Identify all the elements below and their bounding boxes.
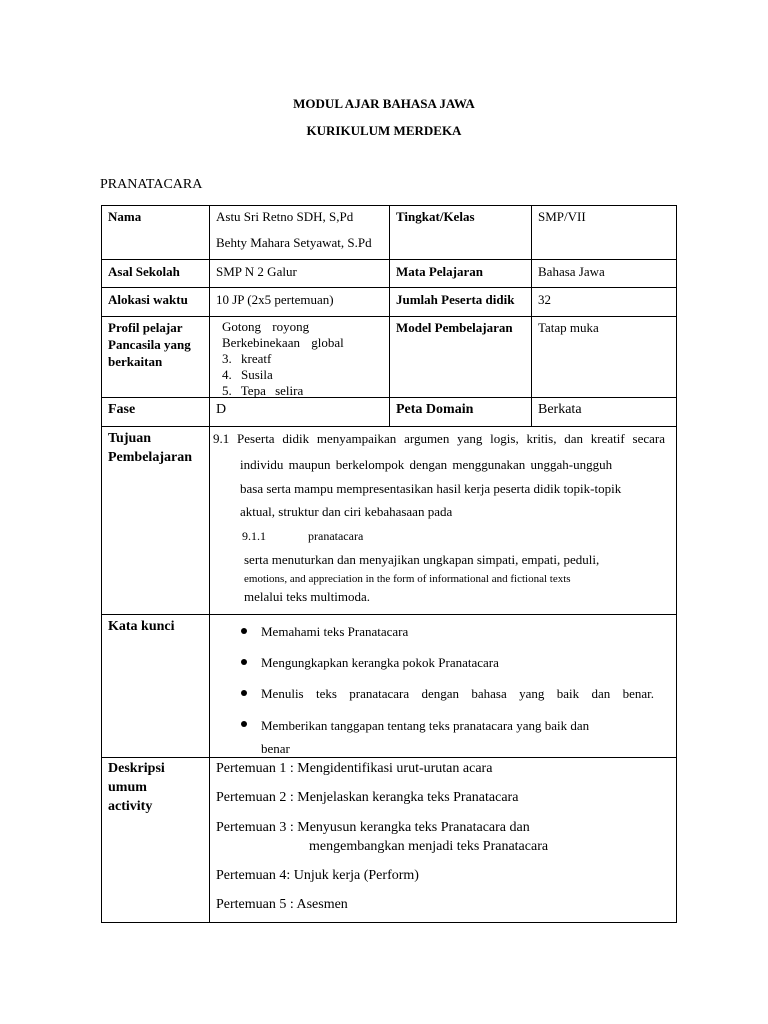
mapel-label: Mata Pelajaran — [396, 264, 484, 279]
tujuan-line: basa serta mampu mempresentasikan hasil kerja peserta didik topik-topik — [240, 481, 622, 496]
model-value: Tatap muka — [538, 320, 599, 335]
tujuan-line: melalui teks multimoda. — [244, 589, 371, 604]
document-title: MODUL AJAR BAHASA JAWA — [293, 96, 475, 111]
kata-kunci-item: Memahami teks Pranatacara — [261, 624, 409, 639]
pertemuan-4: Pertemuan 4: Unjuk kerja (Perform) — [216, 868, 419, 883]
kata-kunci-item: Menulis teks pranatacara dengan bahasa yang baik dan benar. — [261, 686, 654, 701]
pertemuan-3: Pertemuan 3 : Menyusun kerangka teks Pranatacara dan — [216, 820, 530, 835]
tingkat-value: SMP/VII — [538, 209, 586, 224]
bullet-icon — [241, 690, 247, 696]
section-heading: PRANATACARA — [100, 177, 203, 192]
asal-sekolah-value: SMP N 2 Galur — [216, 264, 297, 279]
bullet-icon — [241, 659, 247, 665]
deskripsi-label-line: Deskripsi — [108, 761, 165, 776]
profil-item: Gotong royong — [222, 319, 310, 334]
asal-sekolah-label: Asal Sekolah — [108, 264, 180, 279]
document-subtitle: KURIKULUM MERDEKA — [306, 123, 462, 138]
fase-value: D — [216, 402, 227, 417]
alokasi-value: 10 JP (2x5 pertemuan) — [216, 292, 334, 307]
peta-domain-value: Berkata — [538, 402, 582, 417]
profil-label-line: Pancasila yang — [108, 337, 191, 352]
pertemuan-1: Pertemuan 1 : Mengidentifikasi urut-urutan acara — [216, 761, 493, 776]
fase-label: Fase — [108, 402, 136, 417]
jumlah-label: Jumlah Peserta didik — [396, 292, 515, 307]
module-table — [101, 205, 677, 923]
deskripsi-label-line: umum — [108, 780, 147, 795]
kata-kunci-item: Mengungkapkan kerangka pokok Pranatacara — [261, 655, 499, 670]
column-divider — [531, 206, 532, 426]
tujuan-sub-number: 9.1.1 — [242, 529, 266, 543]
row-divider — [102, 426, 676, 427]
nama-label: Nama — [108, 209, 142, 224]
pertemuan-3-continuation: mengembangkan menjadi teks Pranatacara — [309, 839, 549, 854]
tujuan-sub-text: pranatacara — [308, 529, 364, 543]
mapel-value: Bahasa Jawa — [538, 264, 605, 279]
kata-kunci-label: Kata kunci — [108, 619, 175, 634]
kata-kunci-item-continuation: benar — [261, 741, 290, 756]
nama-value-2: Behty Mahara Setyawat, S.Pd — [216, 235, 372, 250]
column-divider — [389, 206, 390, 426]
tujuan-line: serta menuturkan dan menyajikan ungkapan simpati, empati, peduli, — [244, 552, 600, 567]
alokasi-label: Alokasi waktu — [108, 292, 188, 307]
row-divider — [102, 757, 676, 758]
row-divider — [102, 614, 676, 615]
jumlah-value: 32 — [538, 292, 551, 307]
deskripsi-label-line: activity — [108, 799, 153, 814]
bullet-icon — [241, 628, 247, 634]
kata-kunci-item: Memberikan tanggapan tentang teks pranatacara yang baik dan — [261, 718, 590, 733]
profil-item: 3. kreatf — [222, 351, 272, 366]
profil-label-line: Profil pelajar — [108, 320, 183, 335]
tujuan-line: 9.1 Peserta didik menyampaikan argumen yang logis, kritis, dan kreatif secara — [213, 431, 665, 446]
profil-item: 4. Susila — [222, 367, 273, 382]
profil-item: Berkebinekaan global — [222, 335, 344, 350]
pertemuan-2: Pertemuan 2 : Menjelaskan kerangka teks Pranatacara — [216, 790, 519, 805]
bullet-icon — [241, 721, 247, 727]
pertemuan-5: Pertemuan 5 : Asesmen — [216, 897, 348, 912]
tujuan-label-line: Pembelajaran — [108, 450, 192, 465]
peta-domain-label: Peta Domain — [396, 402, 474, 417]
profil-label-line: berkaitan — [108, 354, 163, 369]
tujuan-line: emotions, and appreciation in the form of informational and fictional texts — [244, 573, 571, 585]
tujuan-line: aktual, struktur dan ciri kebahasaan pada — [240, 504, 453, 519]
model-label: Model Pembelajaran — [396, 320, 513, 335]
nama-value-1: Astu Sri Retno SDH, S,Pd — [216, 209, 354, 224]
tujuan-line: individu maupun berkelompok dengan menggunakan unggah-ungguh — [240, 457, 613, 472]
tujuan-label-line: Tujuan — [108, 431, 152, 446]
profil-item: 5. Tepa selira — [222, 383, 304, 398]
column-divider — [209, 206, 210, 923]
tingkat-label: Tingkat/Kelas — [396, 209, 475, 224]
